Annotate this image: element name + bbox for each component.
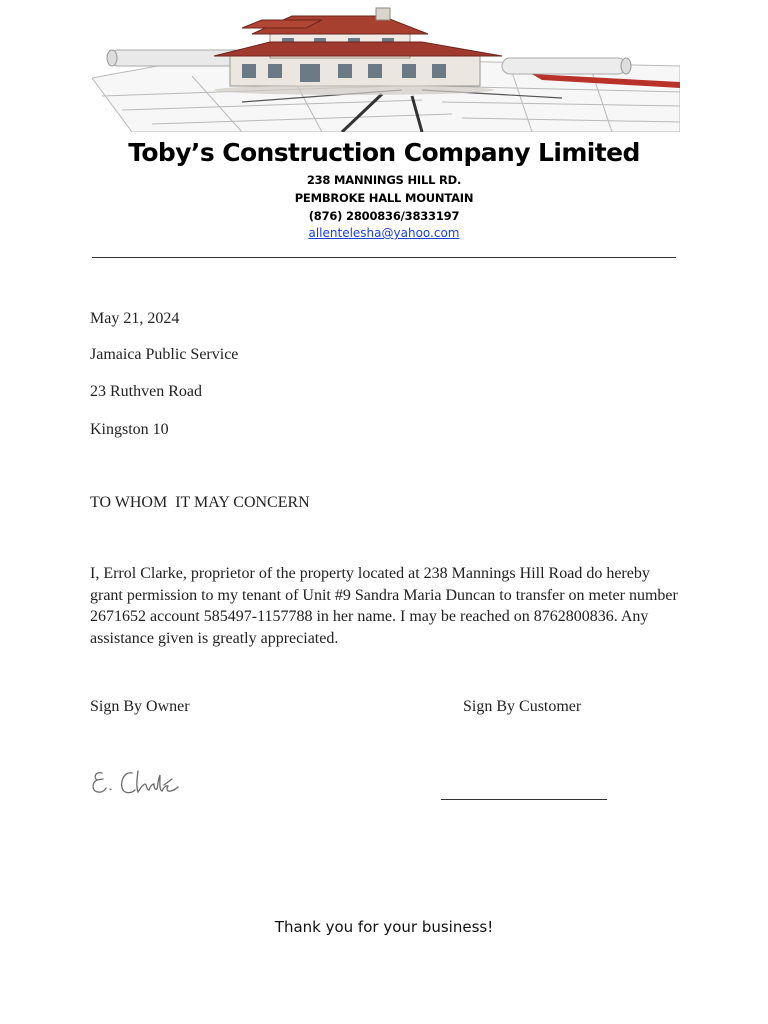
recipient-name: Jamaica Public Service [90, 346, 239, 363]
letter-body: I, Errol Clarke, proprietor of the property located at 238 Mannings Hill Road do hereby grant permission to my tenant of Unit #9 Sandra Maria Duncan to transfer on meter number 2671652 account 585497-1157788 in her name. I may be reached on 8762800836. Any assistance given is greatly appreciated. [90, 565, 678, 647]
company-email-link[interactable]: allentelesha@yahoo.com [308, 226, 460, 240]
sign-by-owner-label: Sign By Owner [90, 698, 190, 715]
company-phone: (876) 2800836/3833197 [308, 209, 460, 223]
footer-thank-you: Thank you for your business! [274, 918, 494, 936]
customer-signature-line [441, 799, 607, 800]
letterhead-divider [92, 257, 676, 258]
header-house-blueprint-image [92, 6, 680, 132]
sign-by-customer-label: Sign By Customer [463, 698, 582, 715]
letter-date: May 21, 2024 [90, 310, 180, 327]
recipient-city: Kingston 10 [90, 421, 169, 438]
company-name: Toby’s Construction Company Limited [128, 138, 640, 167]
company-address-street: 238 MANNINGS HILL RD. [306, 173, 462, 187]
recipient-street: 23 Ruthven Road [90, 383, 202, 400]
company-address-area: PEMBROKE HALL MOUNTAIN [294, 191, 474, 205]
owner-signature [88, 765, 192, 805]
salutation: TO WHOM IT MAY CONCERN [90, 494, 310, 511]
